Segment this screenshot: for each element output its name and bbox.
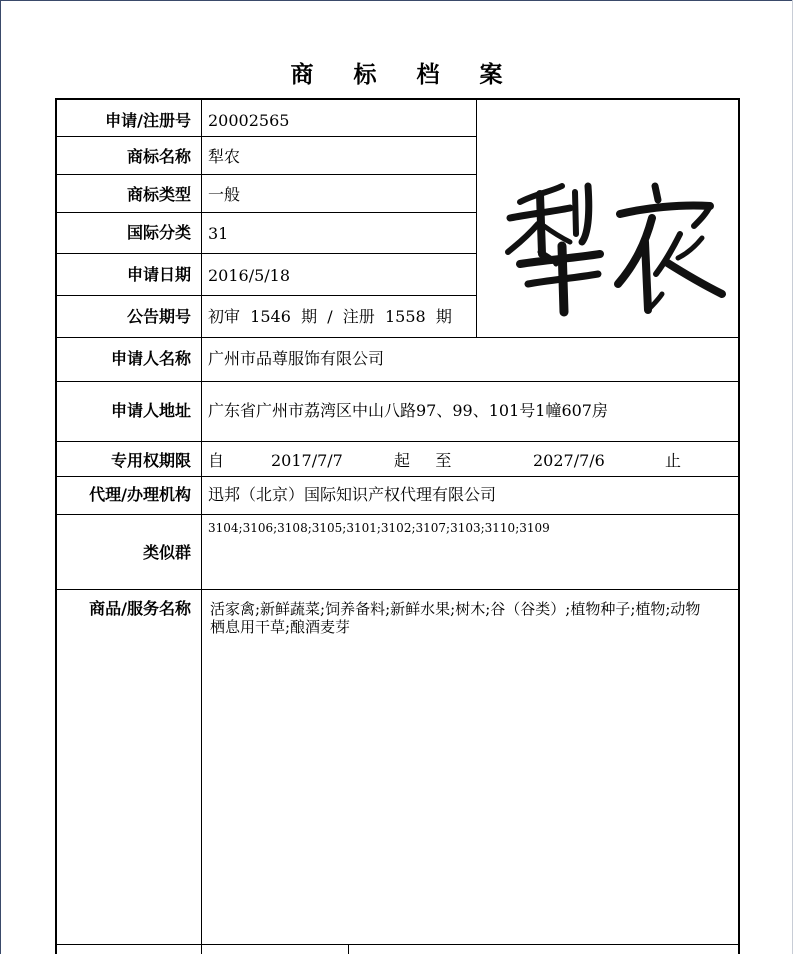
goods-services-label: 商品/服务名称 [89, 599, 191, 618]
intl-class-label: 国际分类 [126, 223, 191, 242]
agent-label: 代理/办理机构 [89, 485, 191, 504]
row-divider [55, 253, 477, 254]
period-start-date: 2017/7/7 [271, 451, 343, 470]
similar-group-label: 类似群 [142, 543, 191, 562]
trademark-calligraphy-icon [480, 134, 740, 334]
row-divider [55, 589, 740, 590]
period-end-word: 止 [665, 451, 682, 470]
applicant-name-value: 广州市品尊服饰有限公司 [208, 349, 385, 368]
row-divider [55, 136, 477, 137]
applicant-address-label: 申请人地址 [110, 401, 191, 420]
row-divider [55, 441, 740, 442]
registration-no-value: 20002565 [208, 111, 290, 130]
period-end-date: 2027/7/6 [533, 451, 605, 470]
trademark-type-label: 商标类型 [126, 185, 191, 204]
row-divider [55, 944, 740, 945]
row-divider [55, 295, 477, 296]
intl-class-value: 31 [208, 224, 229, 243]
applicant-address-value: 广东省广州市荔湾区中山八路97、99、101号1幢607房 [208, 401, 608, 420]
document-title: 商 标 档 案 [290, 62, 519, 88]
row-divider [55, 174, 477, 175]
bulletin-value: 初审 1546 期 / 注册 1558 期 [208, 307, 452, 326]
window-left-border [0, 0, 1, 954]
bottom-row-divider [348, 944, 349, 954]
applicant-name-label: 申请人名称 [110, 349, 191, 368]
label-column-divider [201, 98, 202, 954]
trademark-mark-image [480, 134, 740, 334]
row-divider [55, 381, 740, 382]
table-border-top [55, 98, 740, 100]
row-divider [55, 476, 740, 477]
goods-services-value: 活家禽;新鲜蔬菜;饲养备料;新鲜水果;树木;谷（谷类）;植物种子;植物;动物栖息用干草;酿酒麦芽 [210, 600, 701, 636]
trademark-name-value: 犁农 [208, 147, 241, 166]
trademark-type-value: 一般 [208, 185, 241, 204]
exclusive-period-label: 专用权期限 [110, 451, 191, 470]
trademark-name-label: 商标名称 [126, 147, 191, 166]
period-from-word: 自 [208, 451, 225, 470]
row-divider [55, 514, 740, 515]
registration-no-label: 申请/注册号 [105, 111, 191, 130]
agent-value: 迅邦（北京）国际知识产权代理有限公司 [208, 485, 497, 504]
mark-column-divider [476, 98, 477, 338]
row-divider [55, 212, 477, 213]
window-top-border [0, 0, 793, 1]
apply-date-value: 2016/5/18 [208, 266, 291, 285]
apply-date-label: 申请日期 [126, 265, 191, 284]
bulletin-label: 公告期号 [126, 307, 191, 326]
trademark-record-table [55, 98, 740, 954]
period-mid-word: 起 至 [394, 451, 452, 470]
similar-group-value: 3104;3106;3108;3105;3101;3102;3107;3103;3110;3109 [208, 521, 550, 535]
row-divider [55, 337, 740, 338]
